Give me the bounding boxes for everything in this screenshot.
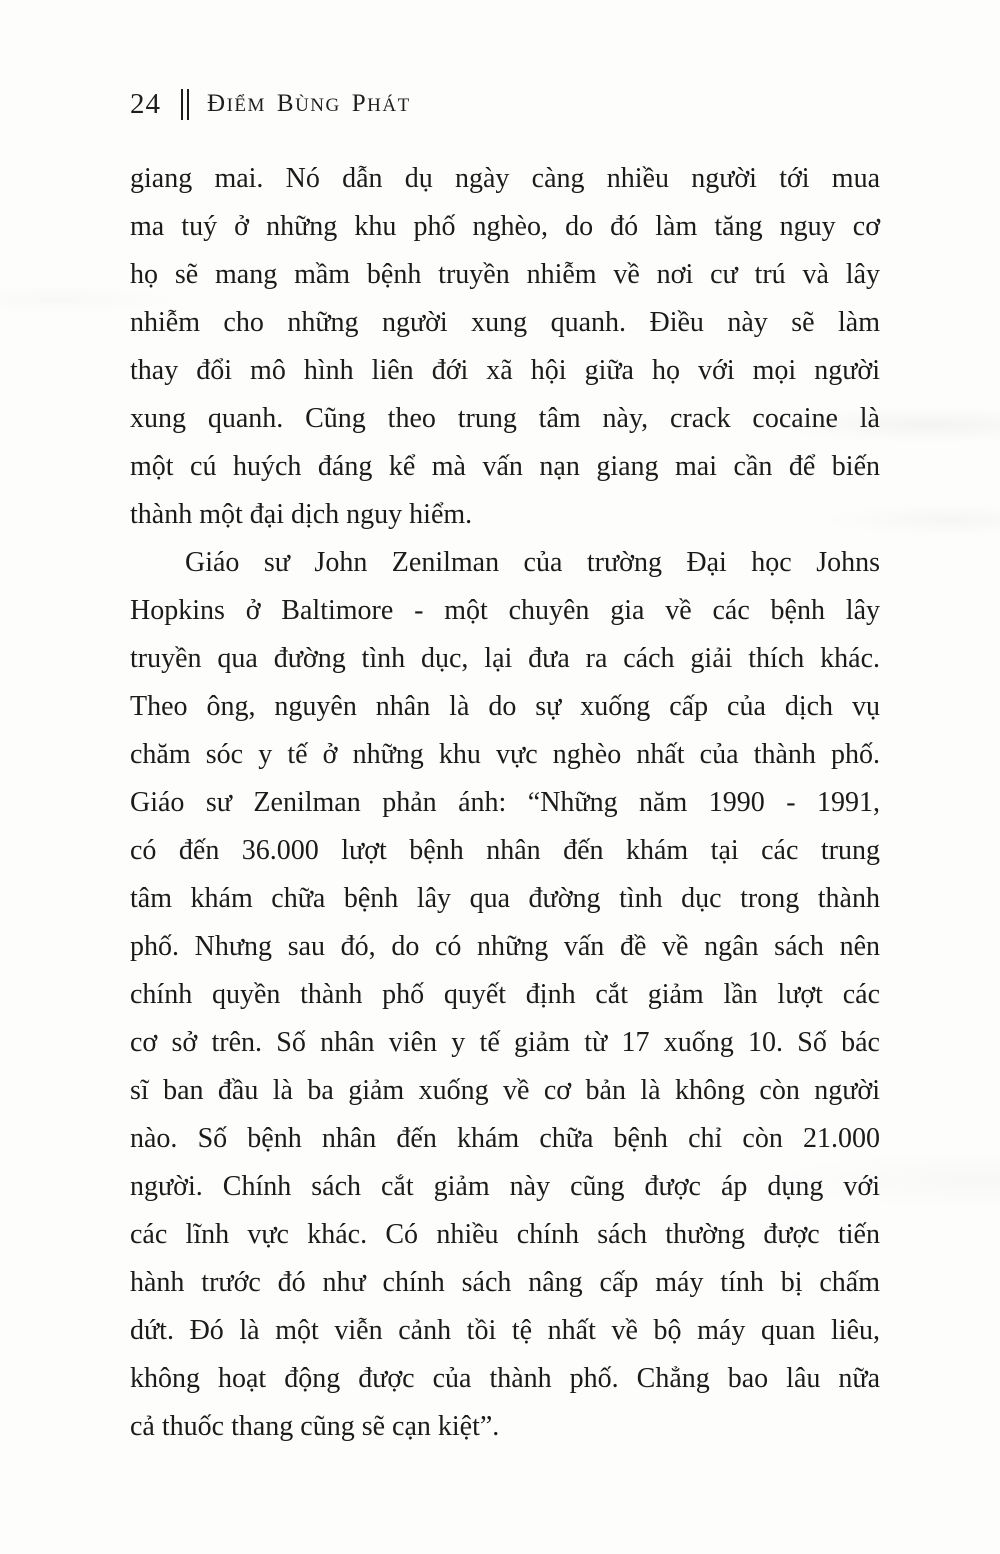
- text-line: thay đổi mô hình liên đới xã hội giữa họ với mọi người: [130, 355, 880, 386]
- double-bar-separator-icon: [181, 89, 189, 120]
- running-title-word: ĐIỂM: [207, 90, 266, 117]
- text-line: Theo ông, nguyên nhân là do sự xuống cấp của dịch vụ: [130, 691, 880, 722]
- text-line: truyền qua đường tình dục, lại đưa ra cách giải thích khác.: [130, 643, 880, 674]
- text-line: dứt. Đó là một viễn cảnh tồi tệ nhất về bộ máy quan liêu,: [130, 1315, 880, 1346]
- text-line: người. Chính sách cắt giảm này cũng được áp dụng với: [130, 1171, 880, 1202]
- text-line: họ sẽ mang mầm bệnh truyền nhiễm về nơi cư trú và lây: [130, 259, 880, 290]
- text-line: cơ sở trên. Số nhân viên y tế giảm từ 17 xuống 10. Số bác: [130, 1027, 880, 1058]
- text-line: xung quanh. Cũng theo trung tâm này, crack cocaine là: [130, 403, 880, 434]
- text-line: sĩ ban đầu là ba giảm xuống về cơ bản là không còn người: [130, 1075, 880, 1106]
- page-number: 24: [130, 87, 161, 120]
- text-line: phố. Nhưng sau đó, do có những vấn đề về ngân sách nên: [130, 931, 880, 962]
- text-line: giang mai. Nó dẫn dụ ngày càng nhiều người tới mua: [130, 163, 880, 194]
- running-title: [207, 90, 411, 118]
- text-line: Giáo sư John Zenilman của trường Đại học Johns: [185, 547, 880, 578]
- text-line: một cú huých đáng kể mà vấn nạn giang mai cần để biến: [130, 451, 880, 482]
- text-line: các lĩnh vực khác. Có nhiều chính sách thường được tiến: [130, 1219, 880, 1250]
- text-line: ma tuý ở những khu phố nghèo, do đó làm tăng nguy cơ: [130, 211, 880, 242]
- running-title-word: PHÁT: [351, 90, 411, 117]
- text-line: có đến 36.000 lượt bệnh nhân đến khám tại các trung: [130, 835, 880, 866]
- text-line: hành trước đó như chính sách nâng cấp máy tính bị chấm: [130, 1267, 880, 1298]
- page-body: [130, 155, 880, 1451]
- running-title-word: BÙNG: [276, 90, 341, 117]
- text-line: chính quyền thành phố quyết định cắt giảm lần lượt các: [130, 979, 880, 1010]
- text-line: Giáo sư Zenilman phản ánh: “Những năm 1990 - 1991,: [130, 787, 880, 818]
- text-line: nhiễm cho những người xung quanh. Điều này sẽ làm: [130, 307, 880, 338]
- text-line: không hoạt động được của thành phố. Chẳng bao lâu nữa: [130, 1363, 880, 1394]
- page-header: [130, 86, 411, 122]
- text-line: thành một đại dịch nguy hiểm.: [130, 499, 473, 530]
- text-line: nào. Số bệnh nhân đến khám chữa bệnh chỉ còn 21.000: [130, 1123, 880, 1154]
- text-line: Hopkins ở Baltimore - một chuyên gia về các bệnh lây: [130, 595, 880, 626]
- text-line: tâm khám chữa bệnh lây qua đường tình dục trong thành: [130, 883, 880, 914]
- text-line: chăm sóc y tế ở những khu vực nghèo nhất của thành phố.: [130, 739, 880, 770]
- text-line: cả thuốc thang cũng sẽ cạn kiệt”.: [130, 1411, 500, 1442]
